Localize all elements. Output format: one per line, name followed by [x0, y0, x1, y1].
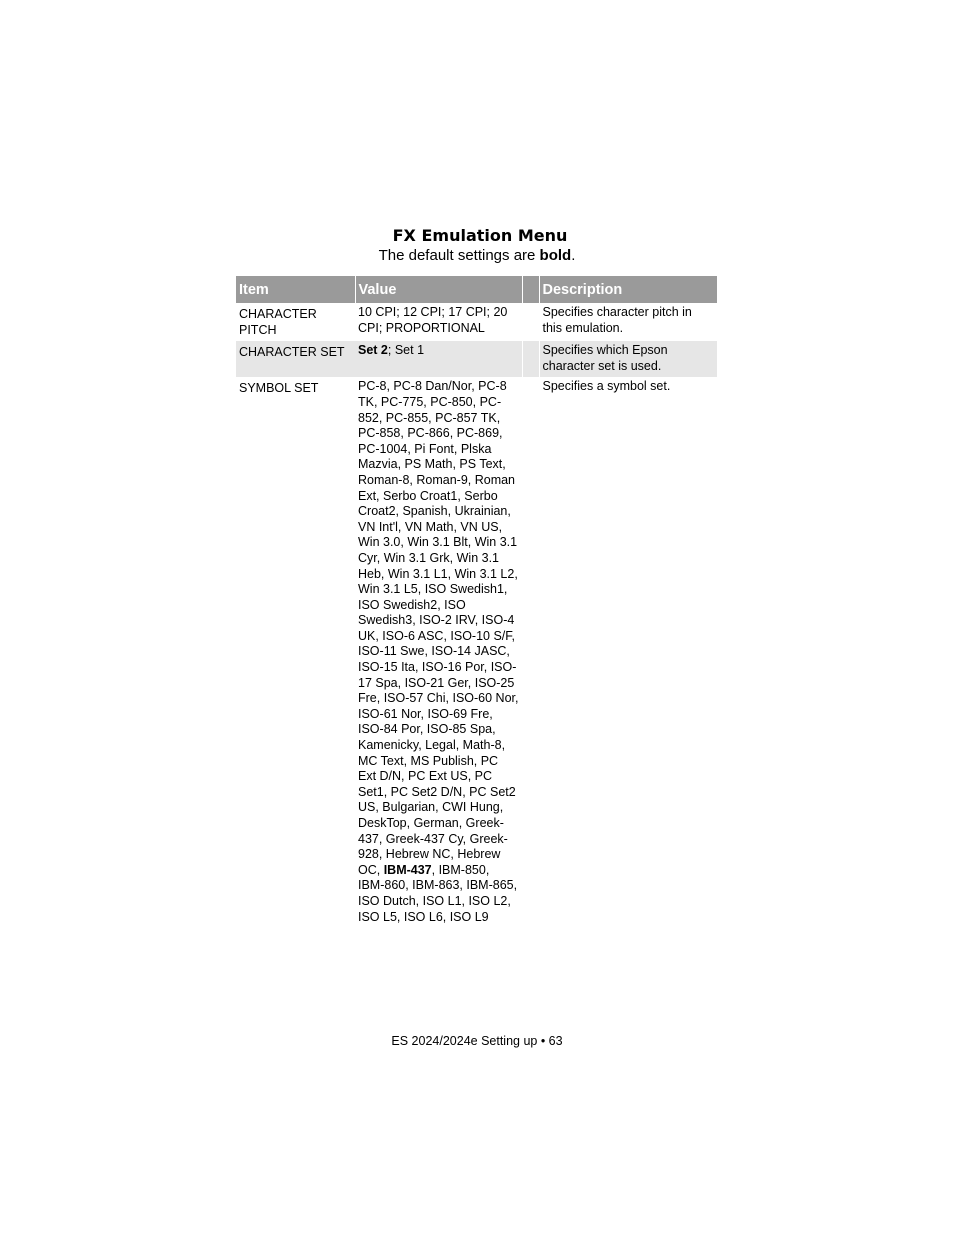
- row-spacer: [522, 303, 539, 341]
- fx-emulation-table: [236, 276, 717, 928]
- row-item: CHARACTER SET: [236, 341, 355, 377]
- subtitle-bold: bold: [539, 247, 572, 264]
- page-title: FX Emulation Menu: [392, 226, 568, 245]
- page-footer: ES 2024/2024e Setting up • 63: [391, 1034, 563, 1048]
- value-text-post: ; Set 1: [387, 343, 425, 358]
- row-description: Specifies a symbol set.: [542, 379, 671, 394]
- row-item: CHARACTER PITCH: [239, 307, 317, 337]
- row-value: [355, 341, 522, 377]
- page-subtitle: [0, 247, 954, 264]
- row-item: SYMBOL SET: [239, 381, 319, 396]
- header-item: Item: [236, 276, 355, 303]
- table-header-row: [236, 276, 717, 303]
- value-default: IBM-437: [383, 862, 432, 877]
- table-row: [236, 341, 717, 377]
- row-spacer: [522, 377, 539, 928]
- subtitle-suffix: .: [571, 247, 576, 264]
- value-text: PC-8, PC-8 Dan/Nor, PC-8 TK, PC-775, PC-850, PC-852, PC-855, PC-857 TK, PC-858, PC-866, PC-869, PC-1004, Pi Font, Plska Mazvia, PS Math, PS Text, Roman-8, Roman-9, Roman Ext, Serbo Croat1, Serbo Croat2, Spanish, Ukrainian, VN Int'l, VN Math, VN US, Win 3.0, Win 3.1 Blt, Win 3.1 Cyr, Win 3.1 Grk, Win 3.1 Heb, Win 3.1 L1, Win 3.1 L2, Win 3.1 L5, ISO Swedish1, ISO Swedish2, ISO Swedish3, ISO-2 IRV, ISO-4 UK, ISO-6 ASC, ISO-10 S/F, ISO-11 Swe, ISO-14 JASC, ISO-15 Ita, ISO-16 Por, ISO-17 Spa, ISO-21 Ger, ISO-25 Fre, ISO-57 Chi, ISO-60 Nor, ISO-61 Nor, ISO-69 Fre, ISO-84 Por, ISO-85 Spa, Kamenicky, Legal, Math-8, MC Text, MS Publish, PC Ext D/N, PC Ext US, PC Set1, PC Set2 D/N, PC Set2 US, Bulgarian, CWI Hung, DeskTop, German, Greek-437, Greek-437 Cy, Greek-928, Hebrew NC, Hebrew OC,: [358, 379, 519, 877]
- header-spacer: [522, 276, 539, 303]
- table-row: [236, 377, 717, 928]
- header-description: Description: [539, 276, 717, 303]
- row-description: Specifies which Epson character set is used.: [539, 341, 717, 377]
- value-text-post: , IBM-850, IBM-860, IBM-863, IBM-865, ISO Dutch, ISO L1, ISO L2, ISO L5, ISO L6, ISO L9: [358, 862, 518, 924]
- row-value: [355, 377, 522, 928]
- row-value: [355, 303, 522, 341]
- table-row: [236, 303, 717, 341]
- row-spacer: [522, 341, 539, 377]
- value-text: 10 CPI; 12 CPI; 17 CPI; 20 CPI; PROPORTIONAL: [358, 305, 508, 335]
- row-description: Specifies character pitch in this emulation.: [542, 305, 692, 335]
- header-value: Value: [355, 276, 522, 303]
- subtitle-prefix: The default settings are: [378, 247, 540, 264]
- value-default: Set 2: [358, 343, 388, 358]
